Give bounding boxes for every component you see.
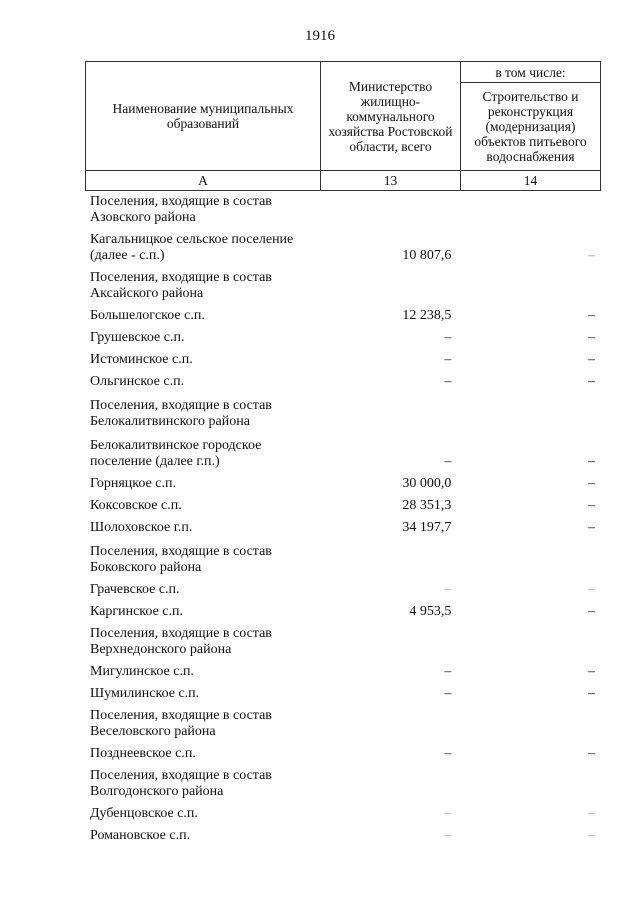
table-row [85,498,600,520]
value-water-supply: – [588,330,595,345]
value-water-supply: – [588,352,595,367]
municipality-name: Поселения, входящие в состав Белокалитвинского района [90,398,272,429]
municipality-name: Шолоховское г.п. [90,520,193,535]
value-water-supply: – [588,664,595,679]
header-water-supply: Строительство и реконструкция (модернизация) объектов питьевого водоснабжения [461,83,601,171]
municipality-name: Поселения, входящие в состав Волгодонского района [90,768,272,799]
table-row [85,626,600,664]
value-ministry-total: 30 000,0 [402,476,452,491]
table-row [85,664,600,686]
header-including: в том числе: [461,62,601,83]
municipality-name: Коксовское с.п. [90,498,182,513]
table-row [85,686,600,708]
value-ministry-total: – [444,330,452,345]
value-water-supply: – [588,454,595,469]
value-ministry-total: 12 238,5 [402,308,452,323]
municipality-name: Мигулинское с.п. [90,664,194,679]
value-water-supply: – [588,520,595,535]
municipality-name: Романовское с.п. [90,828,191,843]
value-water-supply: – [588,582,595,597]
value-water-supply: – [588,374,595,389]
header-col-14: 14 [461,171,601,191]
municipality-name: Поселения, входящие в состав Боковского района [90,544,272,575]
table-row [85,582,600,604]
municipality-name: Каргинское с.п. [90,604,183,619]
value-ministry-total: 4 953,5 [409,604,452,619]
table-row [85,374,600,396]
header-ministry-total: Министерство жилищно-коммунального хозяйства Ростовской области, всего [321,62,461,171]
municipality-name: Поселения, входящие в состав Азовского района [90,194,272,225]
table-row [85,396,600,436]
table-row [85,542,600,582]
municipality-name: Дубенцовское с.п. [90,806,198,821]
header-col-13: 13 [321,171,461,191]
page-number: 1916 [305,28,335,44]
value-water-supply: – [588,746,595,761]
municipality-name: Большелогское с.п. [90,308,205,323]
municipality-name: Позднеевское с.п. [90,746,196,761]
table-row [85,520,600,542]
value-ministry-total: – [444,806,452,821]
municipality-name: Истоминское с.п. [90,352,193,367]
municipality-name: Поселения, входящие в состав Верхнедонского района [90,626,272,657]
municipality-name: Белокалитвинское городское поселение (далее г.п.) [90,438,262,469]
table-row [85,828,600,850]
value-ministry-total: – [444,686,452,701]
value-ministry-total: – [444,582,452,597]
table-body [85,192,600,850]
header-col-a: А [86,171,321,191]
municipality-name: Поселения, входящие в состав Аксайского района [90,270,272,301]
table-row [85,330,600,352]
value-ministry-total: – [444,828,452,843]
value-water-supply: – [588,604,595,619]
value-water-supply: – [588,806,595,821]
value-water-supply: – [588,308,595,323]
header-municipality: Наименование муниципальных образований [86,62,321,171]
value-ministry-total: – [444,664,452,679]
value-water-supply: – [588,248,595,263]
municipality-name: Шумилинское с.п. [90,686,200,701]
value-ministry-total: – [444,454,452,469]
table-row [85,476,600,498]
value-water-supply: – [588,686,595,701]
municipality-name: Грачевское с.п. [90,582,180,597]
table-row [85,352,600,374]
table-row [85,232,600,270]
municipality-name: Грушевское с.п. [90,330,185,345]
table-row [85,604,600,626]
value-ministry-total: – [444,352,452,367]
value-water-supply: – [588,476,595,491]
value-ministry-total: 10 807,6 [402,248,452,263]
value-water-supply: – [588,498,595,513]
municipality-name: Поселения, входящие в состав Веселовского района [90,708,272,739]
table-header [85,61,601,191]
table-row [85,436,600,476]
value-ministry-total: – [444,374,452,389]
municipality-name: Горняцкое с.п. [90,476,176,491]
table-row [85,270,600,308]
value-water-supply: – [588,828,595,843]
table-row [85,806,600,828]
value-ministry-total: 34 197,7 [402,520,452,535]
value-ministry-total: – [444,746,452,761]
table-row [85,746,600,768]
municipality-name: Ольгинское с.п. [90,374,185,389]
municipality-name: Кагальницкое сельское поселение (далее - с.п.) [90,232,294,263]
value-ministry-total: 28 351,3 [402,498,452,513]
table-row [85,768,600,806]
table-row [85,308,600,330]
table-row [85,708,600,746]
table-row [85,192,600,232]
